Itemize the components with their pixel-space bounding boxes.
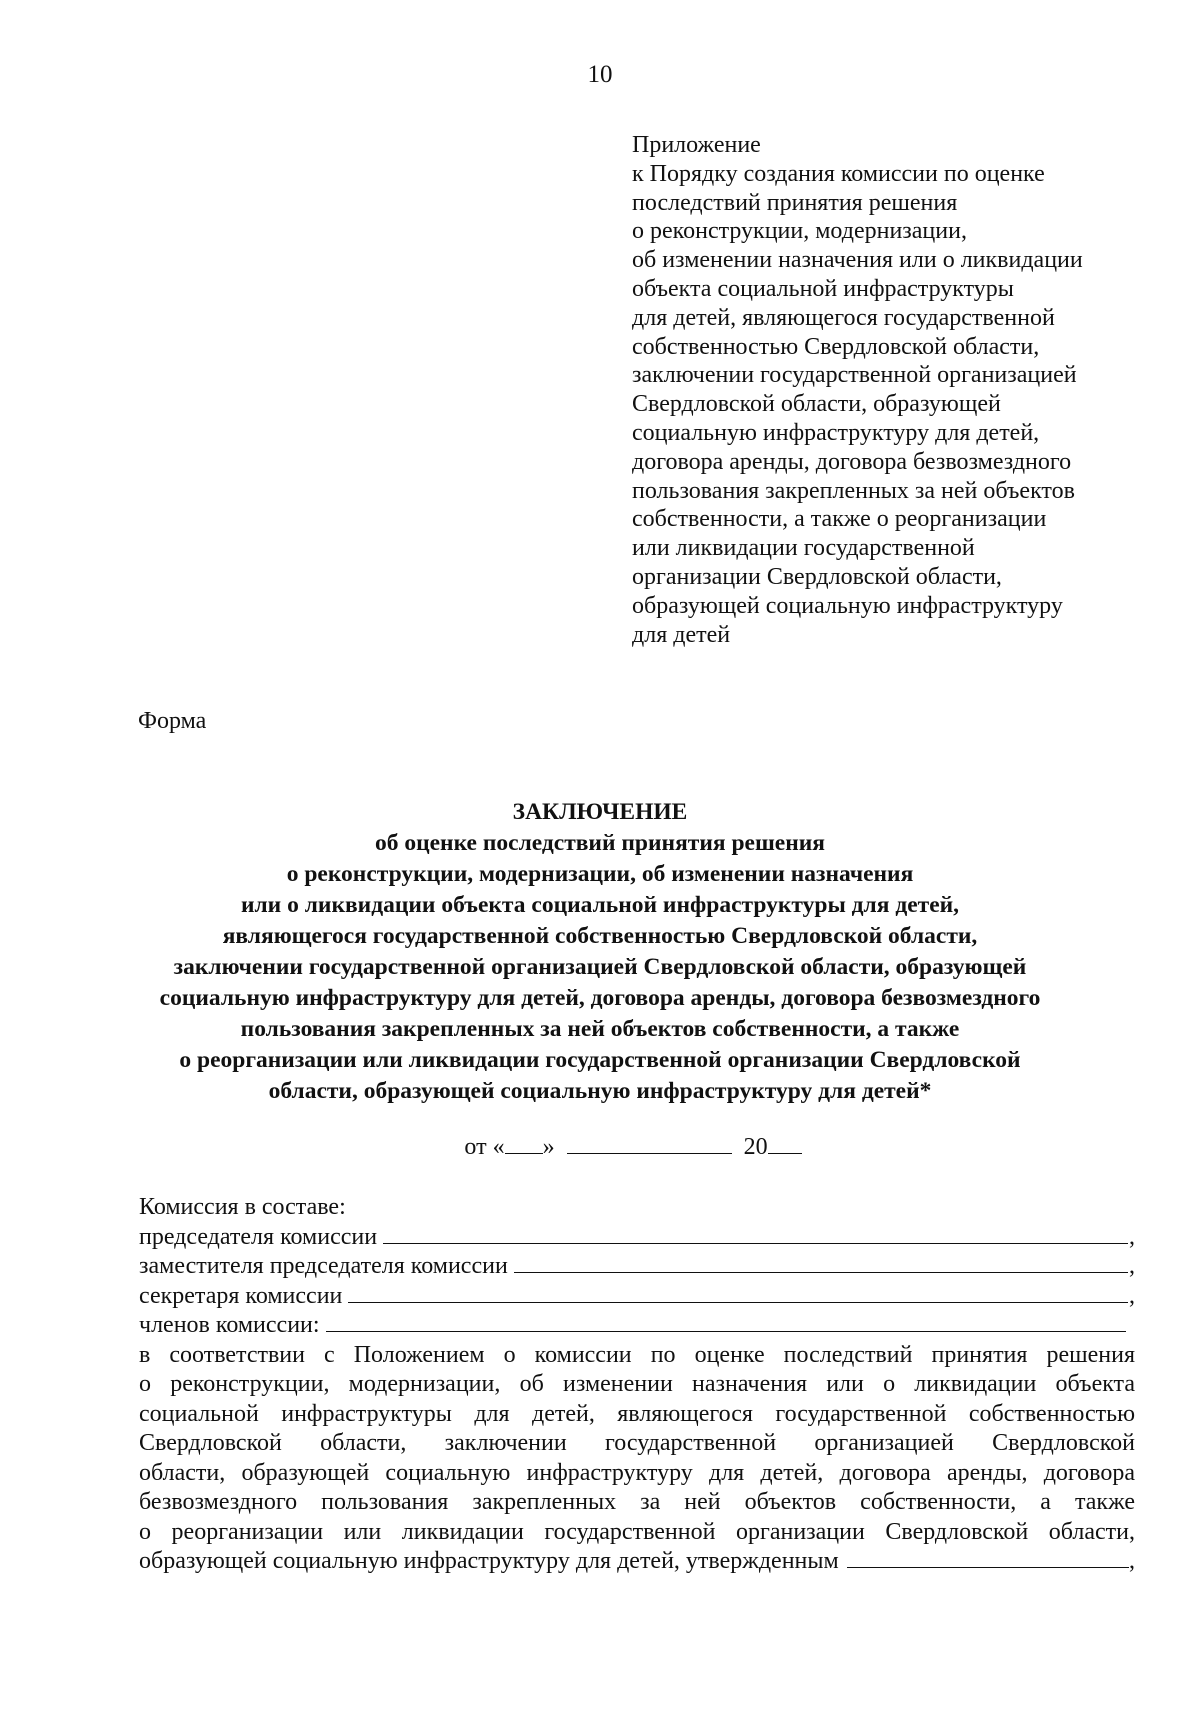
secretary-blank-field[interactable] (348, 1282, 1128, 1303)
deputy-blank-field[interactable] (514, 1252, 1128, 1273)
appendix-line: объекта социальной инфраструктуры (632, 275, 1014, 302)
commission-body-text (139, 1341, 1135, 1548)
title-line: об оценке последствий принятия решения (374, 830, 826, 856)
appendix-line: собственностью Свердловской области, (632, 333, 1040, 360)
members-label: членов комиссии: (139, 1312, 320, 1338)
body-line: Свердловской области, заключении государственной организацией Свердловской (139, 1430, 1135, 1456)
body-line: о реорганизации или ликвидации государственной организации Свердловской области, (139, 1518, 1135, 1545)
body-line: социальной инфраструктуры для детей, являющегося государственной собственностью (139, 1400, 1135, 1427)
deputy-comma: , (1129, 1253, 1135, 1279)
date-line (0, 1133, 1200, 1161)
title-line: являющегося государственной собственностью Свердловской области, (222, 923, 978, 949)
chair-row (139, 1223, 1135, 1253)
appendix-line: заключении государственной организацией (632, 362, 1077, 389)
chair-blank-field[interactable] (383, 1223, 1128, 1244)
appendix-line: Приложение (632, 132, 761, 158)
appendix-line: Свердловской области, образующей (632, 391, 1001, 418)
document-title (0, 797, 1200, 1107)
appendix-line: социальную инфраструктуру для детей, (632, 419, 1040, 446)
commission-heading: Комиссия в составе: (139, 1194, 346, 1220)
appendix-line: об изменении назначения или о ликвидации (632, 247, 1083, 274)
approved-by-blank-field[interactable] (847, 1547, 1129, 1568)
appendix-line: последствий принятия решения (632, 189, 958, 216)
title-line: области, образующей социальную инфраструктуру для детей* (268, 1078, 932, 1104)
appendix-line: организации Свердловской области, (632, 563, 1002, 590)
deputy-label: заместителя председателя комиссии (139, 1253, 508, 1279)
body-line: в соответствии с Положением о комиссии по оценке последствий принятия решения (139, 1341, 1135, 1368)
members-row (139, 1311, 1135, 1341)
appendix-line: образующей социальную инфраструктуру (632, 592, 1063, 619)
appendix-line: пользования закрепленных за ней объектов (632, 477, 1075, 504)
page-number: 10 (587, 61, 613, 88)
appendix-line: договора аренды, договора безвозмездного (632, 448, 1072, 475)
commission-section (139, 1193, 1135, 1577)
title-line: заключении государственной организацией Свердловской области, образующей (173, 954, 1027, 980)
month-blank-field[interactable] (567, 1133, 732, 1154)
appendix-line: о реконструкции, модернизации, (632, 218, 967, 245)
title-line: или о ликвидации объекта социальной инфраструктуры для детей, (240, 892, 960, 918)
approved-by-comma: , (1129, 1548, 1135, 1574)
title-line: социальную инфраструктуру для детей, договора аренды, договора безвозмездного (159, 985, 1041, 1011)
body-line: о реконструкции, модернизации, об изменении назначения или о ликвидации объекта (139, 1371, 1135, 1397)
form-label: Форма (138, 708, 207, 734)
approved-by-text: образующей социальную инфраструктуру для детей, утвержденным (139, 1548, 839, 1574)
chair-label: председателя комиссии (139, 1223, 378, 1250)
title-line: ЗАКЛЮЧЕНИЕ (512, 799, 688, 825)
chair-comma: , (1129, 1223, 1135, 1250)
appendix-line: для детей, являющегося государственной (632, 304, 1055, 331)
year-prefix: 20 (743, 1134, 768, 1160)
appendix-line: к Порядку создания комиссии по оценке (632, 160, 1045, 187)
title-line: о реконструкции, модернизации, об изменении назначения (286, 861, 914, 887)
title-line: пользования закрепленных за ней объектов собственности, а также (240, 1016, 960, 1042)
body-line: безвозмездного пользования закрепленных за ней объектов собственности, а также (139, 1489, 1135, 1515)
secretary-label: секретаря комиссии (139, 1282, 343, 1309)
appendix-line: или ликвидации государственной (632, 535, 975, 562)
secretary-comma: , (1129, 1282, 1135, 1309)
approved-by-row (139, 1547, 1135, 1577)
day-blank-field[interactable] (505, 1133, 543, 1154)
appendix-line: для детей (632, 621, 731, 648)
deputy-row (139, 1252, 1135, 1282)
date-prefix: от « (464, 1134, 505, 1160)
date-mid: » (542, 1134, 555, 1160)
appendix-reference (632, 131, 1172, 649)
year-blank-field[interactable] (768, 1133, 802, 1154)
appendix-line: собственности, а также о реорганизации (632, 506, 1047, 533)
members-blank-field[interactable] (326, 1311, 1126, 1332)
title-line: о реорганизации или ликвидации государственной организации Свердловской (179, 1047, 1021, 1073)
secretary-row (139, 1282, 1135, 1312)
body-line: области, образующей социальную инфраструктуру для детей, договора аренды, договора (139, 1459, 1135, 1486)
